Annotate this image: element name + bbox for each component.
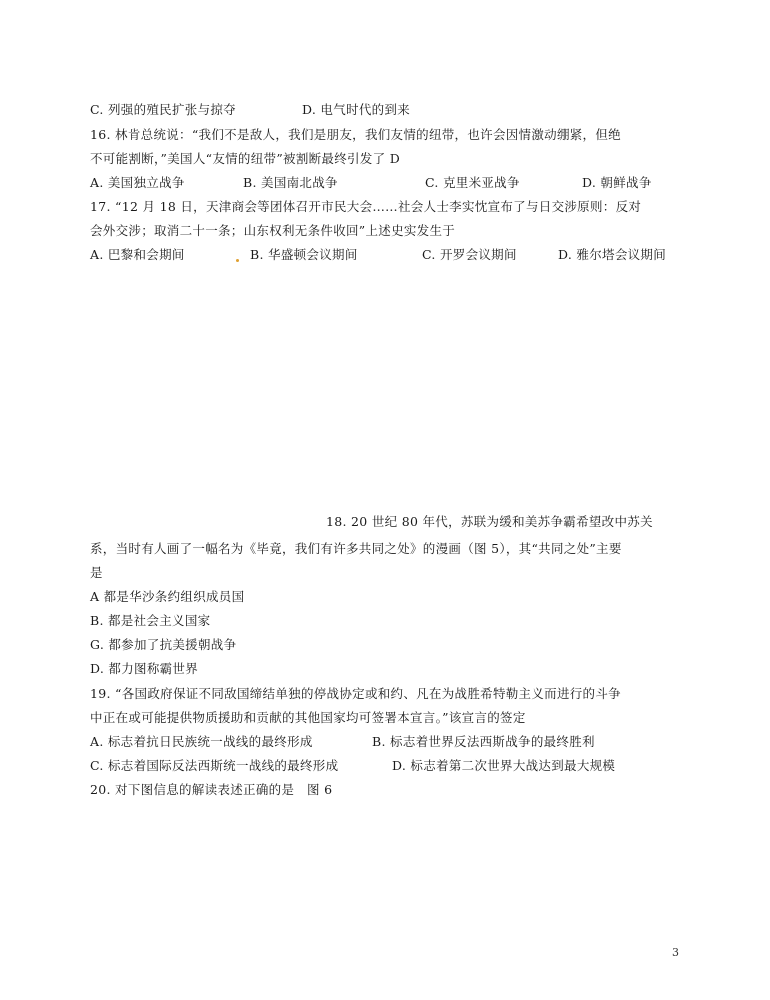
q18-stem-line3: 是: [90, 565, 103, 580]
q15-option-d: D. 电气时代的到来: [302, 102, 411, 117]
q17-option-b: B. 华盛顿会议期间: [250, 247, 358, 262]
q16-option-c: C. 克里米亚战争: [425, 175, 520, 190]
q15-option-c: C. 列强的殖民扩张与掠夺: [90, 102, 236, 117]
q17-option-a: A. 巴黎和会期间: [90, 247, 185, 262]
q19-option-c: C. 标志着国际反法西斯统一战线的最终形成: [90, 758, 339, 773]
q19-stem-line2: 中正在或可能提供物质援助和贡献的其他国家均可签署本宣言。”该宣言的签定: [90, 710, 526, 725]
q17-option-c: C. 开罗会议期间: [422, 247, 517, 262]
figure-5-blank-area: [90, 275, 670, 505]
q16-option-d: D. 朝鲜战争: [582, 175, 652, 190]
q16-stem-line1: 16. 林肯总统说：“我们不是敌人，我们是朋友，我们友情的纽带，也许会因情激动绷紧，但绝: [90, 127, 621, 142]
q18-option-c: G. 都参加了抗美援朝战争: [90, 637, 237, 652]
q19-option-a: A. 标志着抗日民族统一战线的最终形成: [90, 734, 313, 749]
q16-option-a: A. 美国独立战争: [90, 175, 185, 190]
q19-option-b: B. 标志着世界反法西斯战争的最终胜利: [372, 734, 595, 749]
page-number: 3: [672, 946, 679, 959]
q19-stem-line1: 19. “各国政府保证不同敌国缔结单独的停战协定或和约、凡在为战胜希特勒主义而进行的斗争: [90, 686, 621, 701]
q18-option-a: A 都是华沙条约组织成员国: [90, 589, 245, 604]
q18-stem-line2: 系，当时有人画了一幅名为《毕竟，我们有许多共同之处》的漫画（图 5），其“共同之处”主要: [90, 541, 622, 556]
q16-option-b: B. 美国南北战争: [243, 175, 338, 190]
q17-stem-line2: 会外交涉；取消二十一条；山东权利无条件收回”上述史实发生于: [90, 223, 456, 238]
q18-option-b: B. 都是社会主义国家: [90, 613, 211, 628]
q18-stem-line1: 18. 20 世纪 80 年代，苏联为缓和美苏争霸希望改中苏关: [326, 514, 653, 529]
q17-option-d: D. 雅尔塔会议期间: [558, 247, 667, 262]
q16-stem-line2: 不可能割断，”美国人“友情的纽带”被割断最终引发了 D: [90, 151, 401, 166]
q19-option-d: D. 标志着第二次世界大战达到最大规模: [392, 758, 616, 773]
q17-stem-line1: 17. “12 月 18 日，天津商会等团体召开市民大会……社会人士李实忱宣布了与日交涉原则：反对: [90, 199, 642, 214]
q18-option-d: D. 都力图称霸世界: [90, 661, 199, 676]
q20-stem-line1: 20. 对下图信息的解读表述正确的是 图 6: [90, 782, 333, 797]
stray-mark: [236, 259, 239, 262]
